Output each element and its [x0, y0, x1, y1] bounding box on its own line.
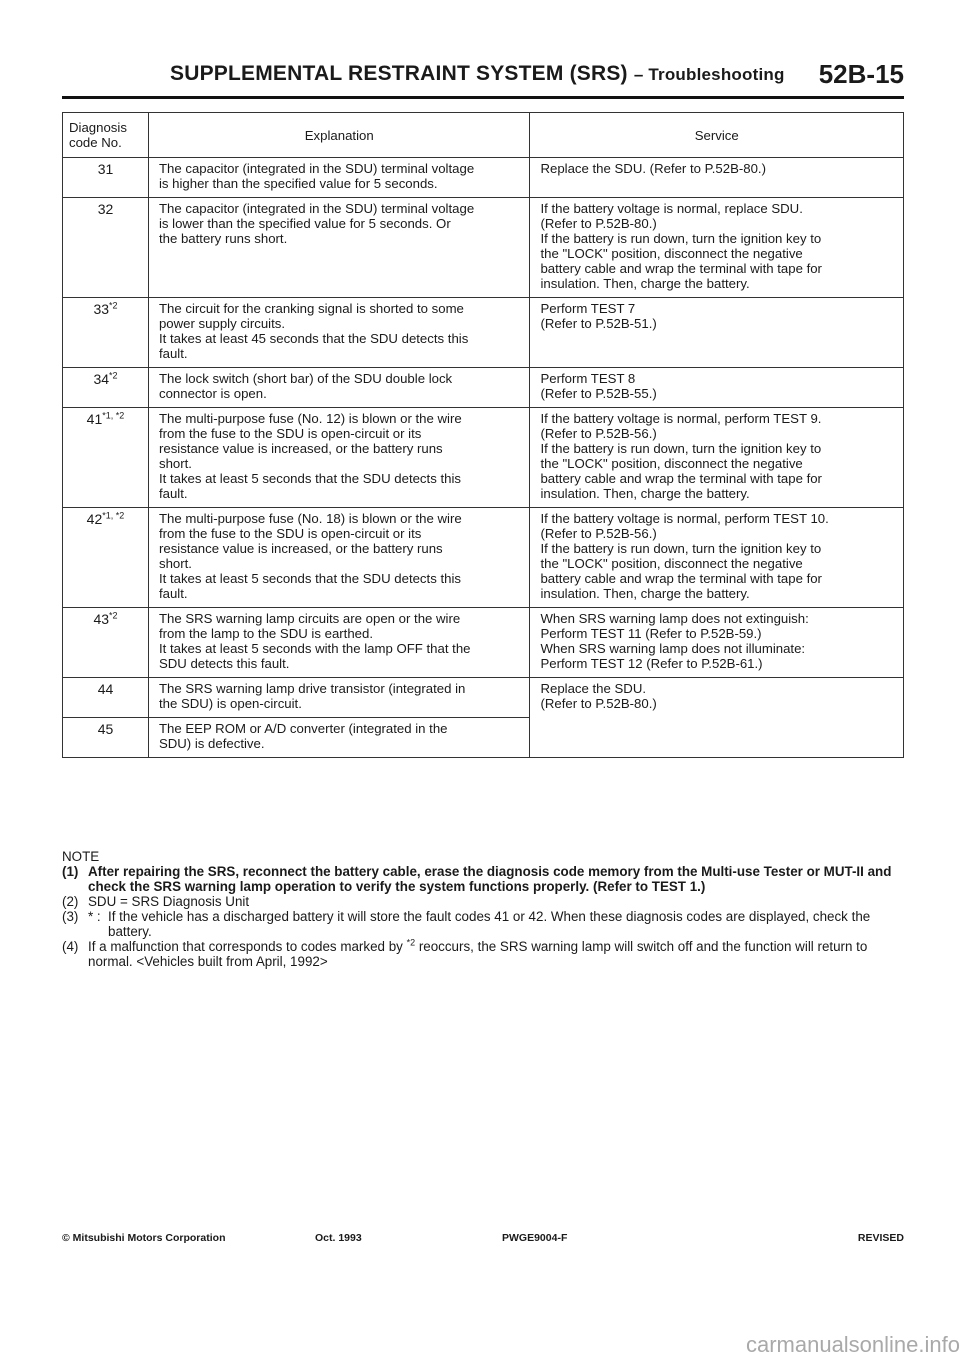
service-cell: Perform TEST 8 (Refer to P.52B-55.): [530, 368, 904, 408]
page-number: 52B-15: [818, 59, 904, 89]
code-value: 33: [93, 301, 110, 317]
diagnosis-code-table: [62, 112, 904, 758]
explanation-cell: The multi-purpose fuse (No. 18) is blown or the wire from the fuse to the SDU is open-circuit or its resistance value is increased, or the battery runs short. It takes at least 5 seconds that the SDU detects this fault.: [148, 508, 530, 608]
table-row: [63, 678, 904, 718]
explanation-cell: The capacitor (integrated in the SDU) terminal voltage is lower than the specified value for 5 seconds. Or the battery runs short.: [148, 198, 530, 298]
table-row: [63, 298, 904, 368]
code-cell: [63, 678, 149, 718]
service-cell: If the battery voltage is normal, replace SDU. (Refer to P.52B-80.) If the battery is run down, turn the ignition key to the "LOCK" position, disconnect the negative battery cable and wrap the terminal with tape for insulation. Then, charge the battery.: [530, 198, 904, 298]
note-number: (1): [62, 864, 79, 879]
explanation-cell: The lock switch (short bar) of the SDU double lock connector is open.: [148, 368, 530, 408]
service-cell: Replace the SDU. (Refer to P.52B-80.): [530, 678, 904, 758]
code-value: 41: [86, 411, 103, 427]
explanation-cell: The multi-purpose fuse (No. 12) is blown or the wire from the fuse to the SDU is open-circuit or its resistance value is increased, or the battery runs short. It takes at least 5 seconds that the SDU detects this fault.: [148, 408, 530, 508]
explanation-cell: The capacitor (integrated in the SDU) terminal voltage is higher than the specified value for 5 seconds.: [148, 158, 530, 198]
watermark: carmanualsonline.info: [745, 1332, 960, 1357]
note-text: SDU = SRS Diagnosis Unit: [88, 894, 250, 909]
table-row: [63, 198, 904, 298]
code-cell: [63, 158, 149, 198]
service-cell: When SRS warning lamp does not extinguish: Perform TEST 11 (Refer to P.52B-59.) When SRS warning lamp does not illuminate: Perform TEST 12 (Refer to P.52B-61.): [530, 608, 904, 678]
code-value: 44: [97, 681, 114, 697]
notes-section: [62, 849, 904, 969]
code-value: 32: [97, 201, 114, 217]
table-row: [63, 608, 904, 678]
revision-status: REVISED: [857, 1232, 904, 1244]
table-row: [63, 158, 904, 198]
note-item: [62, 894, 904, 909]
note-number: (4): [62, 939, 79, 954]
code-cell: [63, 608, 149, 678]
note-item: [62, 939, 904, 969]
note-number: (2): [62, 894, 79, 909]
table-row: [63, 408, 904, 508]
document-code: PWGE9004-F: [502, 1232, 568, 1244]
code-footnote-mark: *1, *2: [102, 410, 125, 421]
note-text: If the vehicle has a discharged battery it will store the fault codes 41 or 42. When these diagnosis codes are displayed, check the battery.: [108, 909, 871, 939]
page-footer: [62, 1232, 904, 1246]
code-cell: [63, 298, 149, 368]
copyright-text: © Mitsubishi Motors Corporation: [62, 1232, 226, 1244]
table-row: [63, 508, 904, 608]
header-explanation: Explanation: [148, 113, 530, 158]
note-number: (3): [62, 909, 79, 924]
section-title-main: SUPPLEMENTAL RESTRAINT SYSTEM (SRS): [170, 62, 628, 85]
note-item: [62, 909, 904, 939]
code-value: 34: [93, 371, 110, 387]
page-header: [62, 60, 904, 99]
note-footnote-mark: *2: [406, 937, 416, 948]
code-value: 31: [97, 161, 114, 177]
code-cell: [63, 408, 149, 508]
service-cell: Replace the SDU. (Refer to P.52B-80.): [530, 158, 904, 198]
code-cell: [63, 198, 149, 298]
code-footnote-mark: *2: [109, 370, 118, 381]
code-footnote-mark: *2: [109, 610, 118, 621]
section-title-sub: – Troubleshooting: [633, 65, 785, 84]
code-footnote-mark: *1, *2: [102, 510, 125, 521]
header-code: Diagnosis code No.: [63, 113, 149, 158]
service-cell: Perform TEST 7 (Refer to P.52B-51.): [530, 298, 904, 368]
section-title: [170, 62, 785, 86]
code-value: 42: [86, 511, 103, 527]
note-text: After repairing the SRS, reconnect the battery cable, erase the diagnosis code memory from the Multi-use Tester or MUT-II and check the SRS warning lamp operation to verify the system functions properly. (Refer to TEST 1.): [88, 864, 892, 894]
note-item: [62, 864, 904, 894]
explanation-cell: The circuit for the cranking signal is shorted to some power supply circuits. It takes at least 45 seconds that the SDU detects this fault.: [148, 298, 530, 368]
notes-title: NOTE: [62, 849, 100, 864]
code-value: 43: [93, 611, 110, 627]
explanation-cell: The SRS warning lamp circuits are open or the wire from the lamp to the SDU is earthed. It takes at least 5 seconds with the lamp OFF that the SDU detects this fault.: [148, 608, 530, 678]
table-row: [63, 368, 904, 408]
note-footnote-mark: * :: [88, 909, 101, 924]
explanation-cell: The SRS warning lamp drive transistor (integrated in the SDU) is open-circuit.: [148, 678, 530, 718]
service-cell: If the battery voltage is normal, perform TEST 10. (Refer to P.52B-56.) If the battery is run down, turn the ignition key to the "LOCK" position, disconnect the negative battery cable and wrap the terminal with tape for insulation. Then, charge the battery.: [530, 508, 904, 608]
note-text-post: reoccurs, the SRS warning lamp will switch off and the function will return to normal. <Vehicles built from April, 1992>: [88, 939, 868, 969]
explanation-cell: The EEP ROM or A/D converter (integrated in the SDU) is defective.: [148, 718, 530, 758]
header-service: Service: [530, 113, 904, 158]
note-text-pre: If a malfunction that corresponds to codes marked by: [88, 939, 407, 954]
code-cell: [63, 718, 149, 758]
code-cell: [63, 508, 149, 608]
table-header-row: [63, 113, 904, 158]
code-value: 45: [97, 721, 114, 737]
code-footnote-mark: *2: [109, 300, 118, 311]
code-cell: [63, 368, 149, 408]
publication-date: Oct. 1993: [315, 1232, 362, 1244]
service-cell: If the battery voltage is normal, perform TEST 9. (Refer to P.52B-56.) If the battery is run down, turn the ignition key to the "LOCK" position, disconnect the negative battery cable and wrap the terminal with tape for insulation. Then, charge the battery.: [530, 408, 904, 508]
